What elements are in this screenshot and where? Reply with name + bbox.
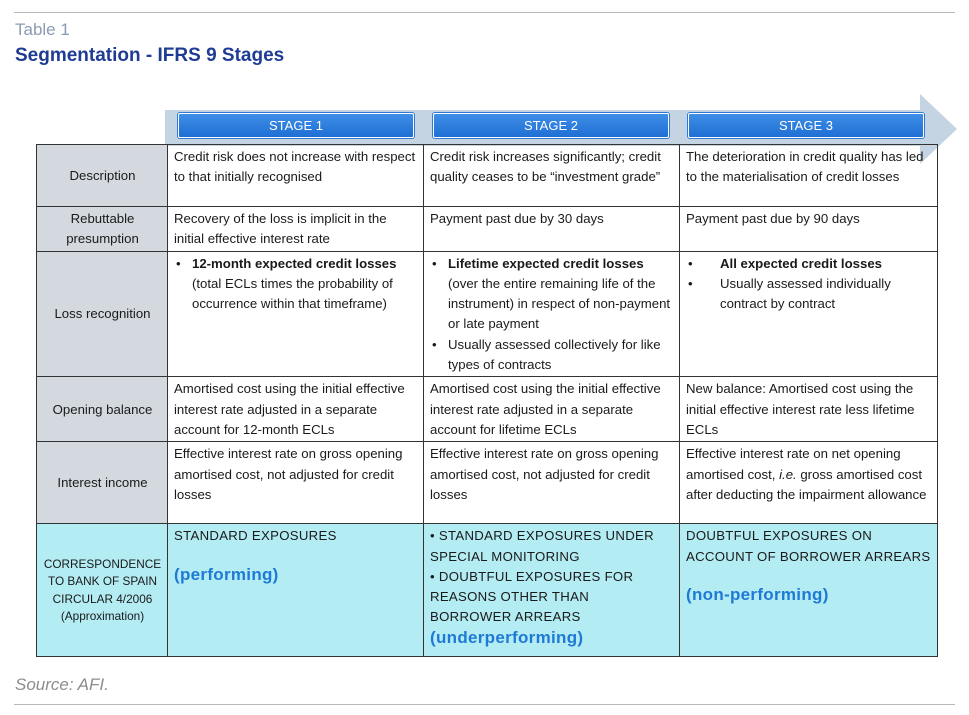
bullet-list	[686, 254, 932, 315]
list-item: • Usually assessed collectively for like types of contracts	[430, 335, 674, 376]
cell-correspondence-stage-1	[168, 524, 424, 657]
table-row	[37, 145, 938, 207]
table-row	[37, 251, 938, 377]
underperforming-tag: (underperforming)	[430, 627, 584, 647]
italic-text: i.e.	[779, 466, 797, 482]
bullet-list	[430, 254, 674, 376]
row-header-rebuttable: Rebuttable presumption	[37, 207, 168, 252]
table-row	[37, 524, 938, 657]
non-performing-tag: (non-performing)	[686, 584, 829, 604]
table-row	[37, 377, 938, 442]
table-number: Table 1	[15, 20, 70, 39]
cell-correspondence-stage-3	[680, 524, 938, 657]
cell-rebuttable-stage-3: Payment past due by 90 days	[680, 207, 938, 252]
cell-interest-stage-3	[680, 442, 938, 524]
list-item	[430, 254, 674, 335]
cell-loss-stage-3	[680, 251, 938, 377]
cell-interest-stage-1: Effective interest rate on gross opening amortised cost, not adjusted for credit losses	[168, 442, 424, 524]
performing-tag: (performing)	[174, 564, 279, 584]
row-header-opening-balance: Opening balance	[37, 377, 168, 442]
cell-rebuttable-stage-2: Payment past due by 30 days	[424, 207, 680, 252]
row-header-interest-income: Interest income	[37, 442, 168, 524]
list-item	[686, 254, 932, 274]
row-header-loss-recognition: Loss recognition	[37, 251, 168, 377]
text: gross amortised cost after deducting the impairment allowance	[686, 466, 927, 502]
bold-text: All expected credit losses	[720, 255, 882, 271]
row-header-description: Description	[37, 145, 168, 207]
bullet-list	[174, 254, 418, 315]
text: (over the entire remaining life of the instrument) in respect of non-payment or late payment	[448, 275, 671, 332]
stage-2-header: STAGE 2	[433, 113, 669, 138]
table-row	[37, 442, 938, 524]
top-rule	[14, 12, 955, 13]
stage-3-header: STAGE 3	[688, 113, 924, 138]
cell-loss-stage-2	[424, 251, 680, 377]
list-item: • Usually assessed individually contract by contract	[686, 274, 932, 315]
text: Effective interest rate on net opening amortised cost,	[686, 446, 901, 482]
cell-opening-stage-2: Amortised cost using the initial effective interest rate adjusted in a separate account for lifetime ECLs	[424, 377, 680, 442]
text: (total ECLs times the probability of occurrence within that timeframe)	[192, 275, 393, 312]
ifrs9-stages-table	[36, 144, 938, 657]
cell-description-stage-1: Credit risk does not increase with respect to that initially recognised	[168, 145, 424, 207]
bottom-rule	[14, 704, 955, 705]
cell-interest-stage-2: Effective interest rate on gross opening amortised cost, not adjusted for credit losses	[424, 442, 680, 524]
document-title: Segmentation - IFRS 9 Stages	[15, 45, 285, 66]
text: • DOUBTFUL EXPOSURES FOR REASONS OTHER THAN BORROWER ARREARS	[430, 568, 634, 625]
correspondence-sublabel: (Approximation)	[60, 609, 145, 624]
correspondence-label: CORRESPONDENCE TO BANK OF SPAIN CIRCULAR 4/2006	[43, 556, 162, 606]
text: • STANDARD EXPOSURES UNDER SPECIAL MONITORING	[430, 528, 654, 564]
stage-1-header: STAGE 1	[178, 113, 414, 138]
cell-rebuttable-stage-1: Recovery of the loss is implicit in the initial effective interest rate	[168, 207, 424, 252]
cell-description-stage-3: The deterioration in credit quality has led to the materialisation of credit losses	[680, 145, 938, 207]
source-note: Source: AFI.	[15, 675, 109, 694]
bold-text: 12-month expected credit losses	[192, 255, 397, 271]
text: STANDARD EXPOSURES	[174, 528, 337, 544]
text: DOUBTFUL EXPOSURES ON ACCOUNT OF BORROWER ARREARS	[686, 528, 931, 564]
cell-loss-stage-1	[168, 251, 424, 377]
list-item	[174, 254, 418, 315]
cell-opening-stage-3: New balance: Amortised cost using the initial effective interest rate less lifetime ECLs	[680, 377, 938, 442]
cell-opening-stage-1: Amortised cost using the initial effective interest rate adjusted in a separate account for 12-month ECLs	[168, 377, 424, 442]
cell-description-stage-2: Credit risk increases significantly; credit quality ceases to be “investment grade”	[424, 145, 680, 207]
cell-correspondence-stage-2	[424, 524, 680, 657]
row-header-correspondence	[37, 524, 168, 657]
bold-text: Lifetime expected credit losses	[448, 255, 644, 271]
table-row	[37, 207, 938, 252]
